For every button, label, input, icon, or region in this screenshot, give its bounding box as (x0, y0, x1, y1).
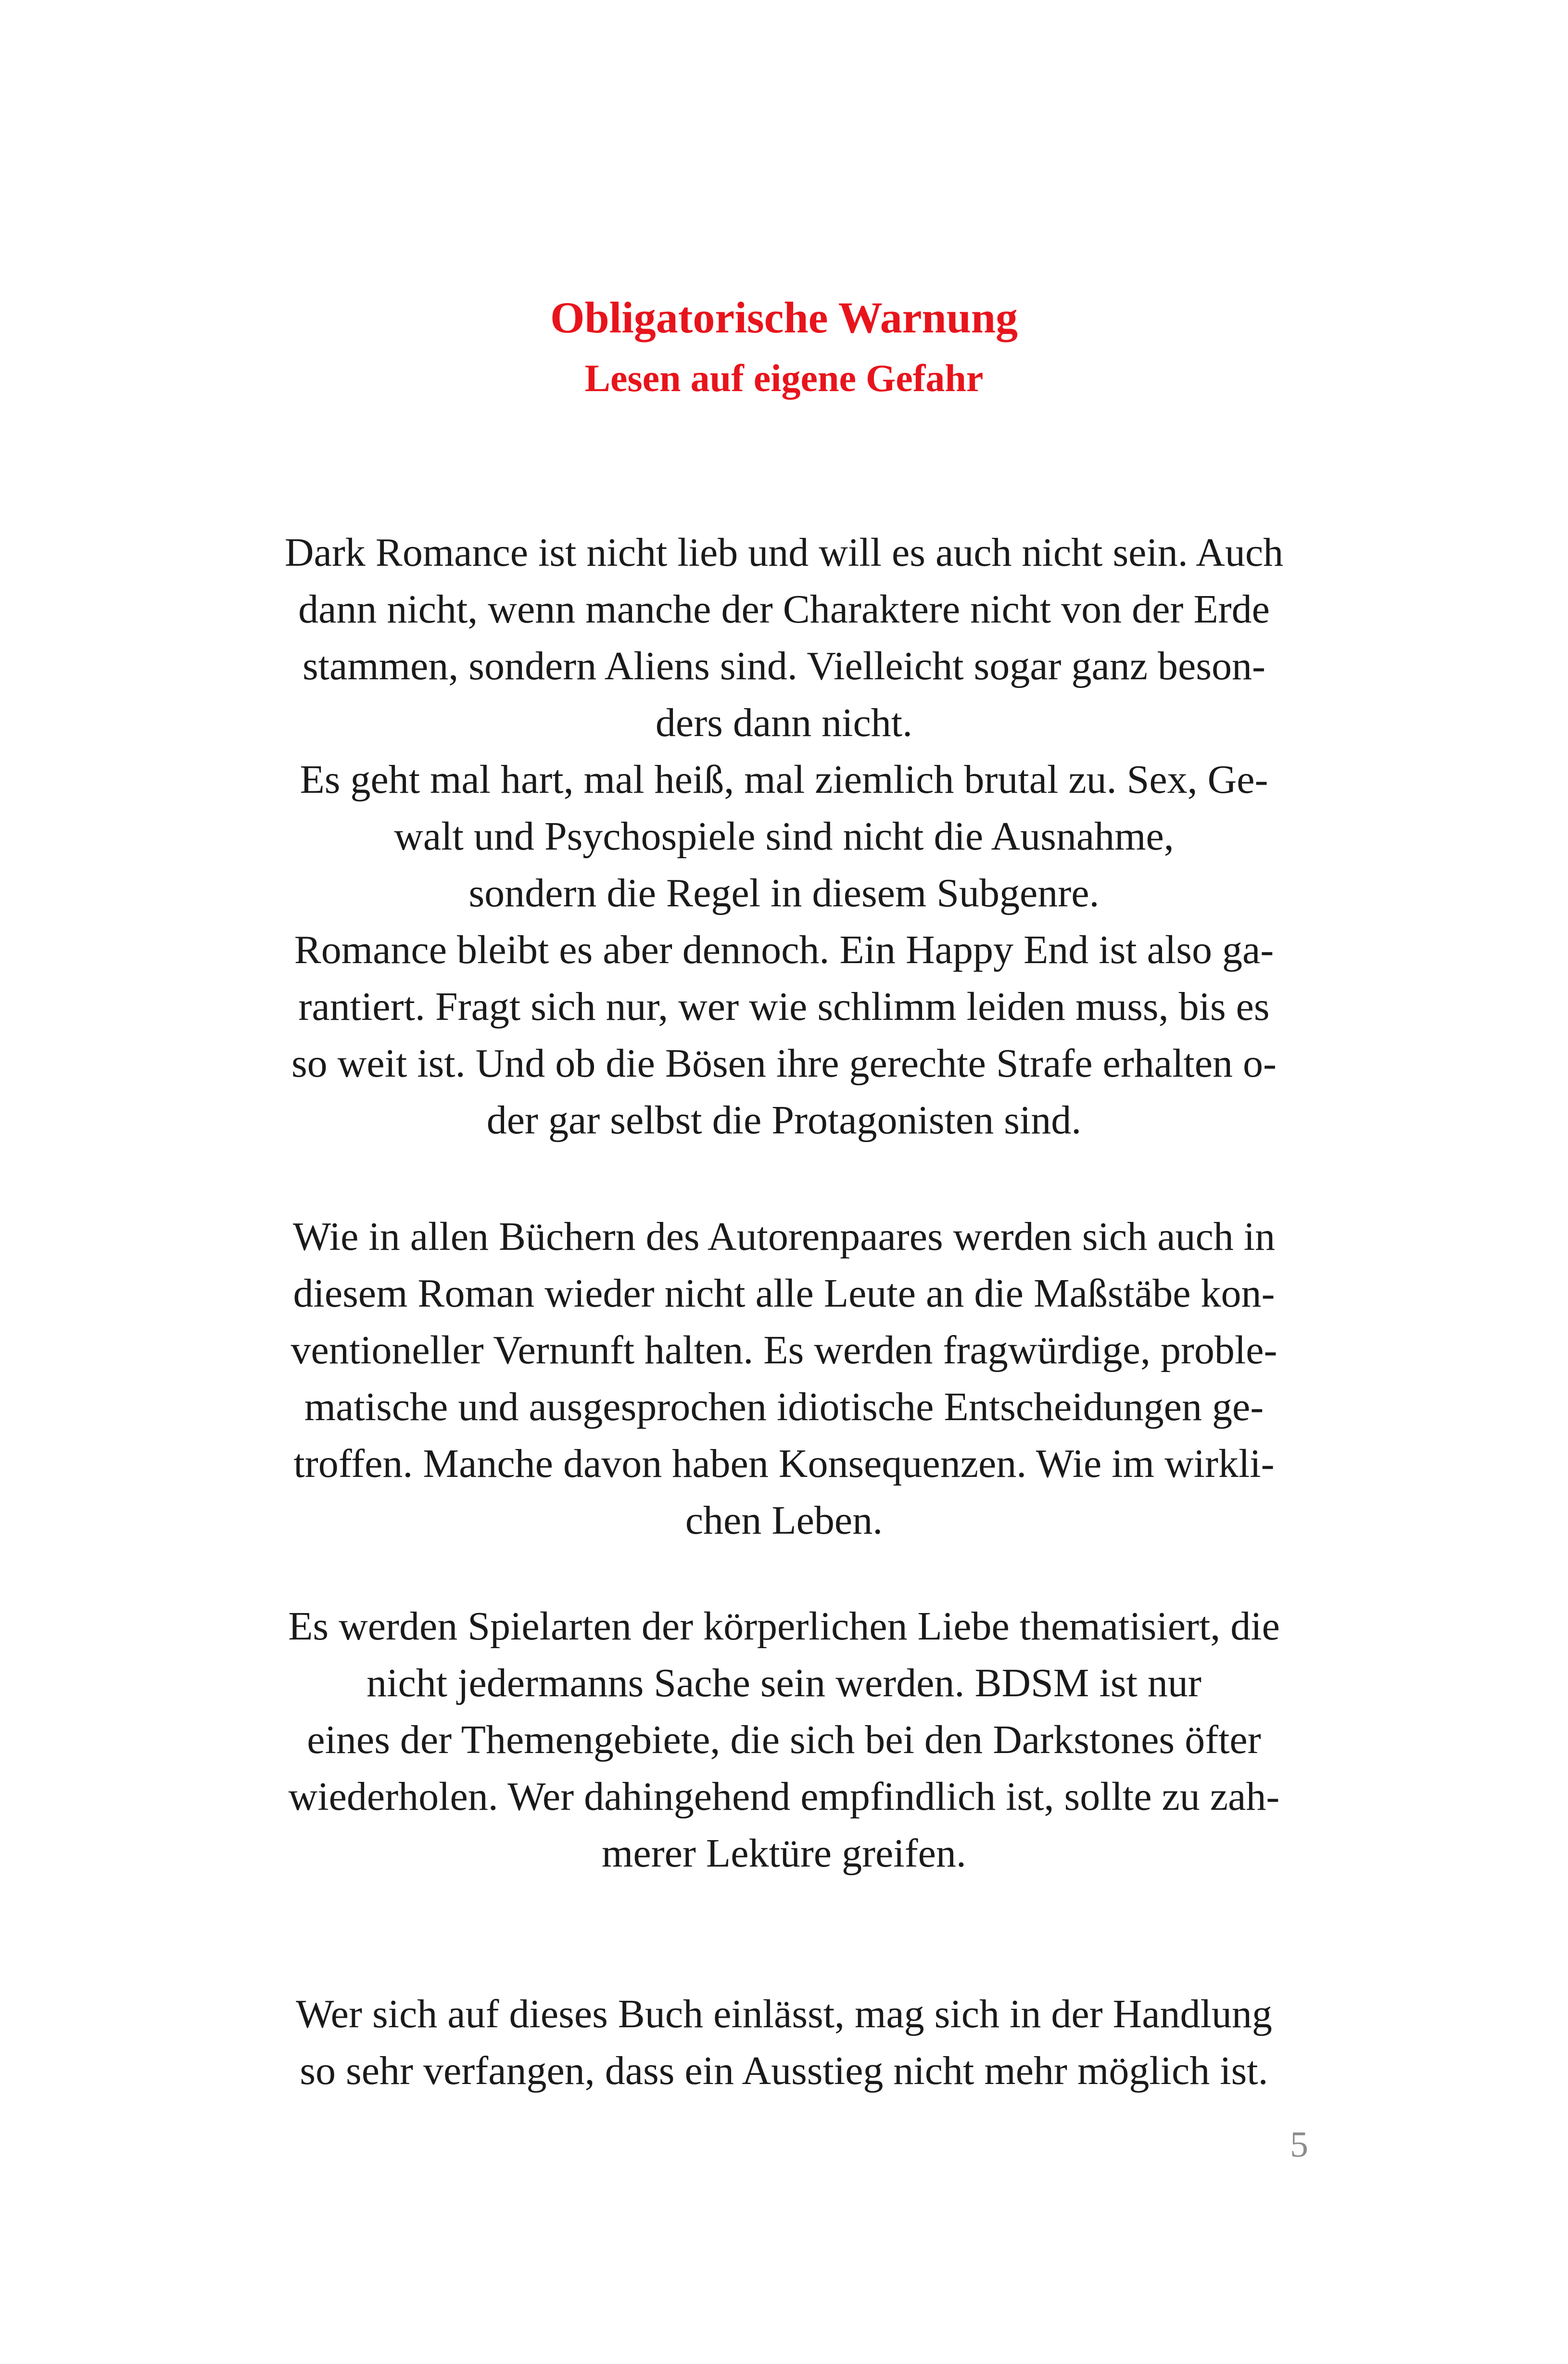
paragraph-dark-romance (231, 524, 1337, 1149)
text-line: diesem Roman wieder nicht alle Leute an die Maßstäbe kon- (293, 1271, 1275, 1316)
text-line: rantiert. Fragt sich nur, wer wie schlimm leiden muss, bis es (298, 984, 1270, 1029)
text-line: troffen. Manche davon haben Konsequenzen. Wie im wirkli- (293, 1441, 1275, 1486)
text-line: chen Leben. (685, 1498, 883, 1543)
text-line: stammen, sondern Aliens sind. Vielleicht sogar ganz beson- (302, 644, 1265, 688)
text-line: so weit ist. Und ob die Bösen ihre gerechte Strafe erhalten o- (291, 1041, 1277, 1086)
text-line: Es geht mal hart, mal heiß, mal ziemlich brutal zu. Sex, Ge- (300, 757, 1268, 802)
text-line: Romance bleibt es aber dennoch. Ein Happy End ist also ga- (294, 928, 1274, 972)
text-line: Wie in allen Büchern des Autorenpaares werden sich auch in (292, 1214, 1276, 1259)
text-line: der gar selbst die Protagonisten sind. (486, 1098, 1082, 1143)
text-line: nicht jedermanns Sache sein werden. BDSM ist nur (367, 1661, 1201, 1705)
text-line: sondern die Regel in diesem Subgenre. (468, 871, 1100, 915)
text-line: wiederholen. Wer dahingehend empfindlich ist, sollte zu zah- (288, 1774, 1280, 1819)
text-line: matische und ausgesprochen idiotische Entscheidungen ge- (304, 1385, 1264, 1429)
text-line: Es werden Spielarten der körperlichen Liebe thematisiert, die (288, 1604, 1280, 1649)
text-line: ders dann nicht. (655, 700, 913, 745)
paragraph-themes (231, 1598, 1337, 1882)
text-line: walt und Psychospiele sind nicht die Ausnahme, (394, 814, 1174, 859)
paragraph-closing (231, 1986, 1337, 2099)
warning-title: Obligatorische Warnung (550, 293, 1018, 342)
text-line: ventioneller Vernunft halten. Es werden fragwürdige, proble- (291, 1328, 1277, 1373)
paragraph-decisions (231, 1208, 1337, 1549)
page-number: 5 (1290, 2124, 1308, 2165)
text-line: dann nicht, wenn manche der Charaktere nicht von der Erde (298, 587, 1270, 632)
text-line: eines der Themengebiete, die sich bei den Darkstones öfter (307, 1717, 1261, 1762)
warning-subtitle: Lesen auf eigene Gefahr (584, 357, 984, 400)
text-line: Dark Romance ist nicht lieb und will es auch nicht sein. Auch (284, 530, 1284, 575)
text-line: so sehr verfangen, dass ein Ausstieg nicht mehr möglich ist. (300, 2048, 1268, 2093)
text-line: Wer sich auf dieses Buch einlässt, mag sich in der Handlung (296, 1992, 1272, 2036)
text-line: merer Lektüre greifen. (602, 1831, 966, 1876)
